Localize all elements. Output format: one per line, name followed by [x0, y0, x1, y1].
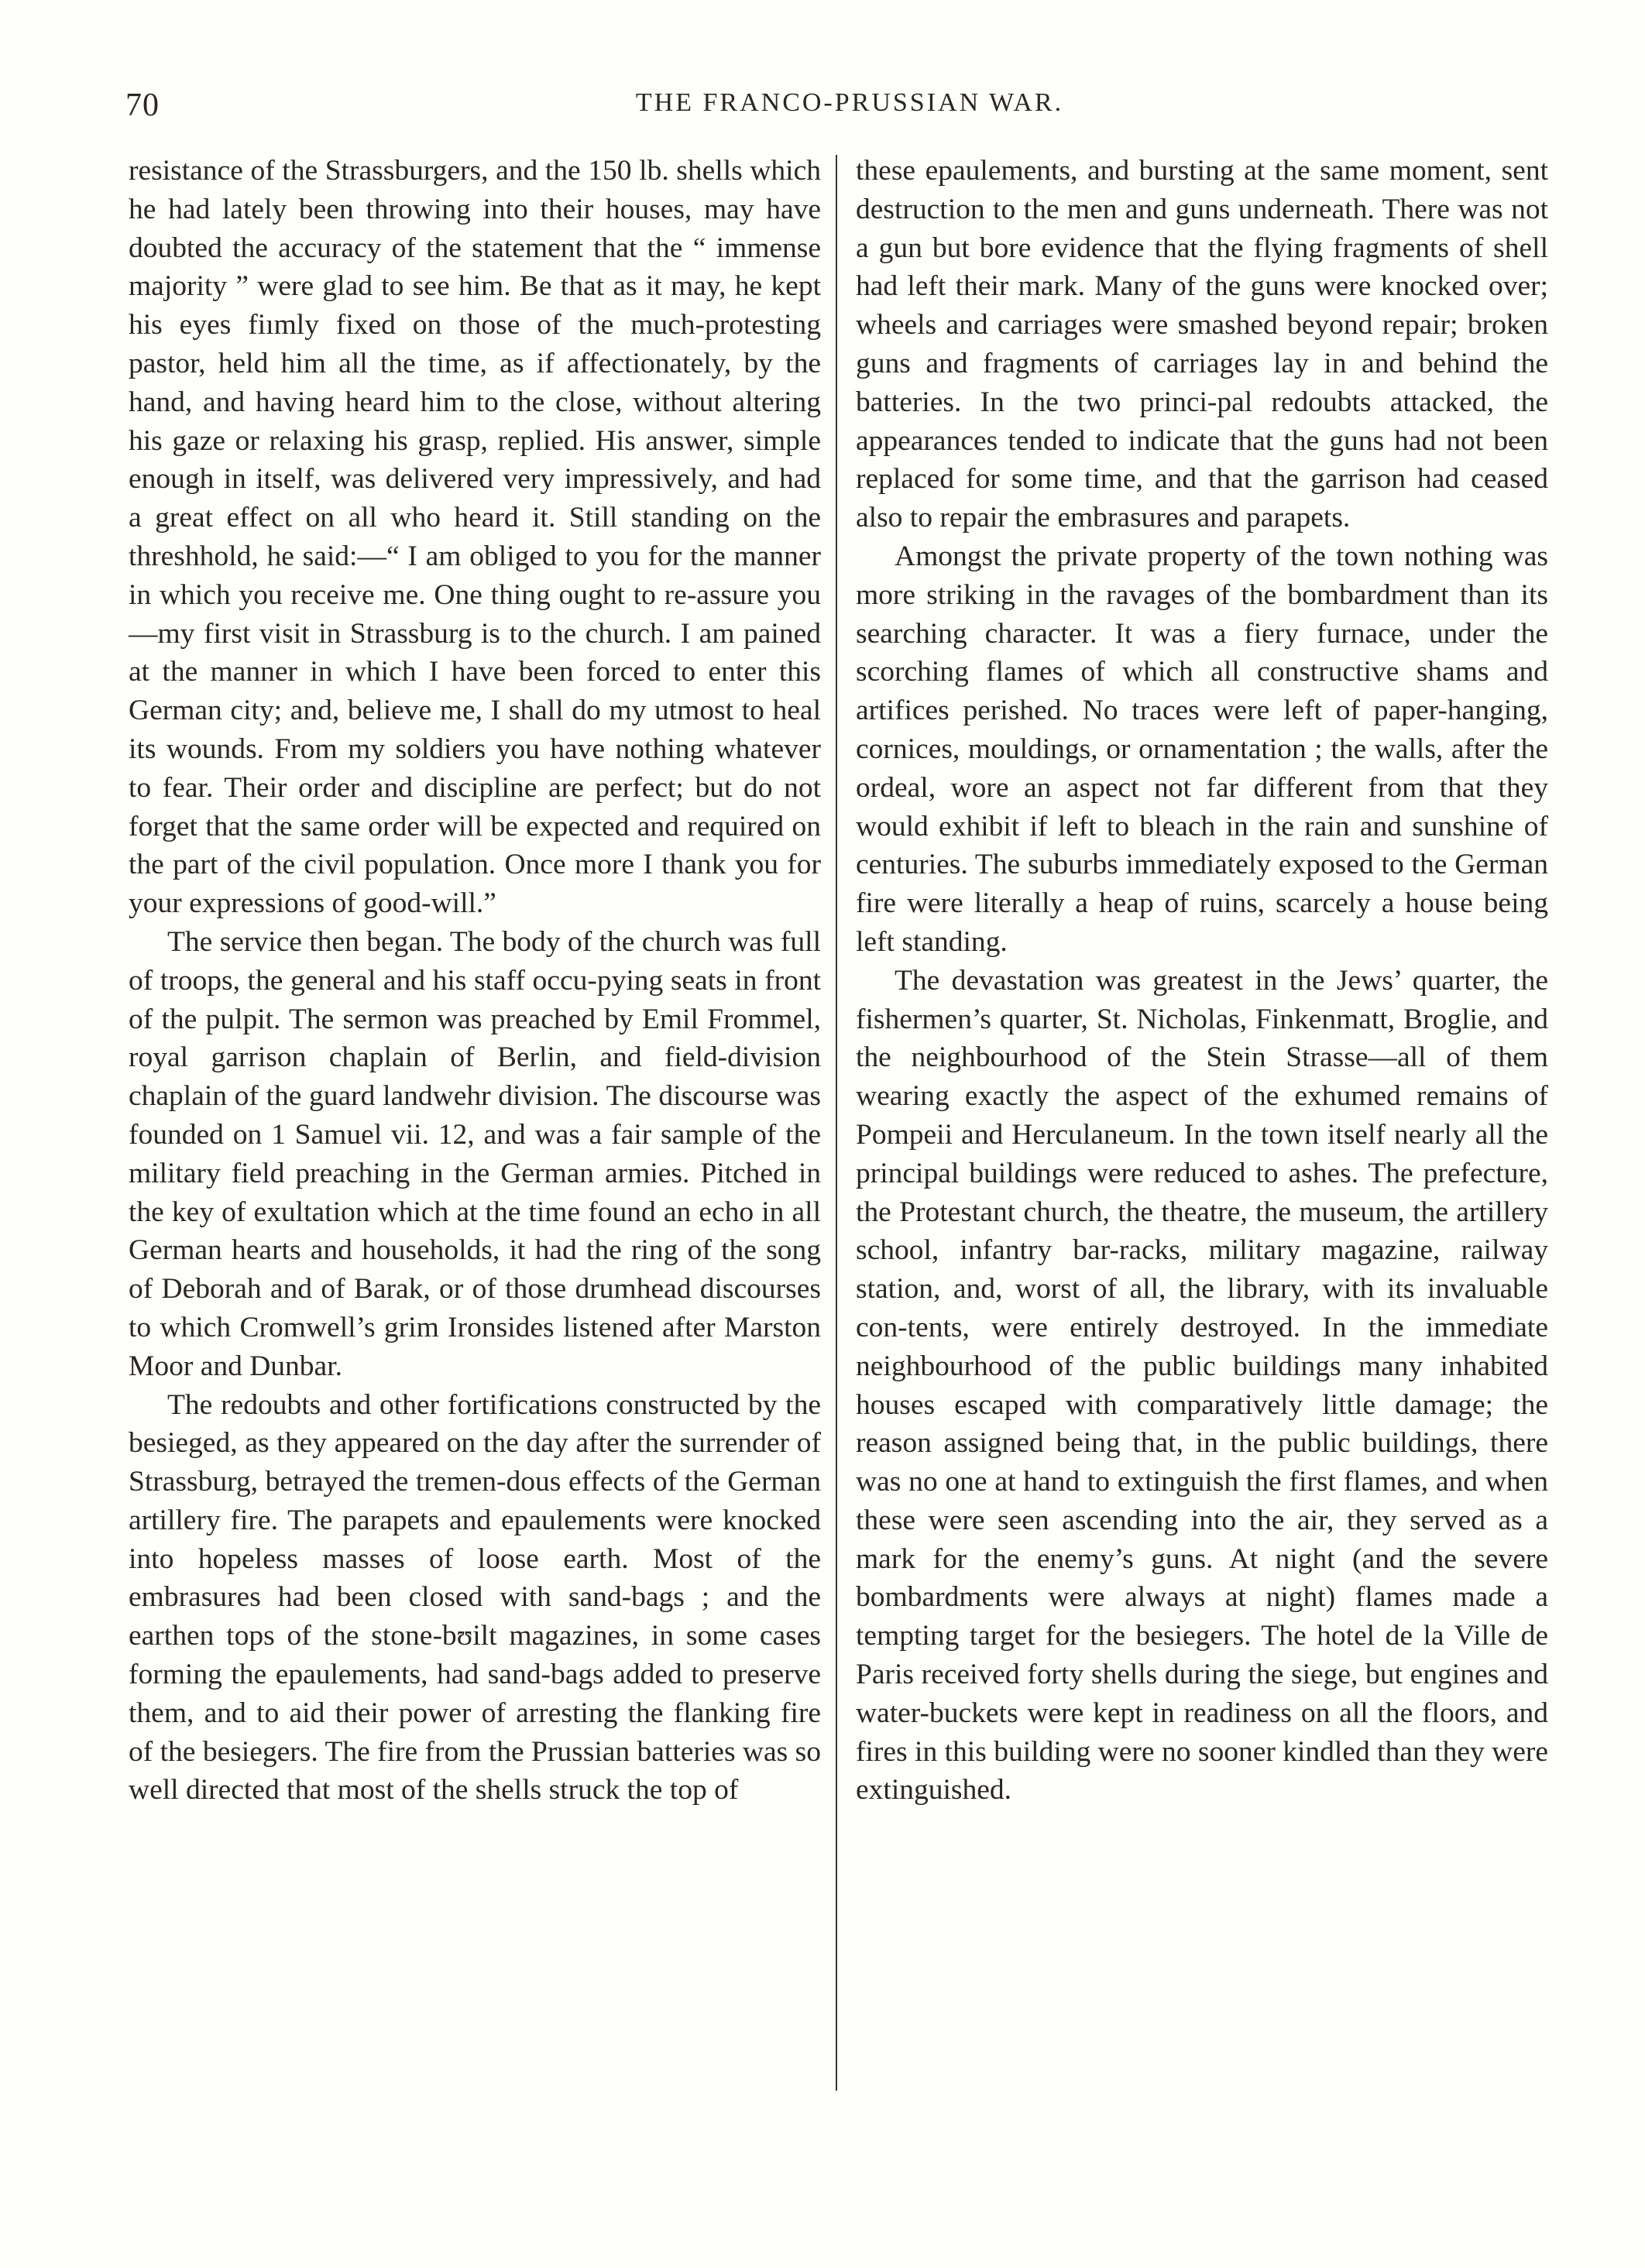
paragraph: resistance of the Strassburgers, and the 150 lb. shells which he had lately been throwing into their houses, may have doubted the accuracy of the statement that the “ immense majority ” were glad to see him. Be that as it may, he kept his eyes fiımly fixed on those of the much-protesting pastor, held him all the time, as if affectionately, by the hand, and having heard him to the close, without altering his gaze or relaxing his grasp, replied. His answer, simple enough in itself, was delivered very impressively, and had a great effect on all who heard it. Still standing on the threshhold, he said:—“ I am obliged to you for the manner in which you receive me. One thing ought to re-assure you—my first visit in Strassburg is to the church. I am pained at the manner in which I have been forced to enter this German city; and, believe me, I shall do my utmost to heal its wounds. From my soldiers you have nothing whatever to fear. Their order and discipline are perfect; but do not forget that the same order will be expected and required on the part of the civil population. Once more I thank you for your expressions of good-will.”: [129, 155, 821, 920]
paragraph: The service then began. The body of the church was full of troops, the general and his staff occu-pying seats in front of the pulpit. The sermon was preached by Emil Frommel, royal garrison chaplain of Berlin, and field-division chaplain of the guard landwehr division. The discourse was founded on 1 Samuel vii. 12, and was a fair sample of the military field preaching in the German armies. Pitched in the key of exultation which at the time found an echo in all German hearts and households, it had the ring of the song of Deborah and of Barak, or of those drumhead discourses to which Cromwell’s grim Ironsides listened after Marston Moor and Dunbar.: [129, 925, 821, 1382]
paragraph: these epaulements, and bursting at the same moment, sent destruction to the men and guns underneath. There was not a gun but bore evidence that the flying fragments of shell had left their mark. Many of the guns were knocked over; wheels and carriages were smashed beyond repair; broken guns and fragments of carriages lay in and behind the batteries. In the two princi-pal redoubts attacked, the appearances tended to indicate that the guns had not been replaced for some time, and that the garrison had ceased also to repair the embrasures and parapets.: [856, 155, 1548, 534]
paragraph: Amongst the private property of the town nothing was more striking in the ravages of the bombardment than its searching character. It was a fiery furnace, under the scorching flames of which all constructive shams and artifices perished. No traces were left of paper-hanging, cornices, mouldings, or ornamentation ; the walls, after the ordeal, wore an aspect not far different from that they would exhibit if left to bleach in the rain and sunshine of centuries. The suburbs immediately exposed to the German fire were literally a heap of ruins, scarcely a house being left standing.: [856, 540, 1548, 958]
left-column: [129, 152, 821, 1810]
paragraph: The devastation was greatest in the Jews’ quarter, the fishermen’s quarter, St. Nicholas, Finkenmatt, Broglie, and the neighbourhood of the Stein Strasse—all of them wearing exactly the aspect of the exhumed remains of Pompeii and Herculaneum. In the town itself nearly all the principal buildings were reduced to ashes. The prefecture, the Protestant church, the theatre, the museum, the artillery school, infantry bar-racks, military magazine, railway station, and, worst of all, the library, with its invaluable con-tents, were entirely destroyed. In the immediate neighbourhood of the public buildings many inhabited houses escaped with comparatively little damage; the reason assigned being that, in the public buildings, there was no one at hand to extinguish the first flames, and when these were seen ascending into the air, they served as a mark for the enemy’s guns. At night (and the severe bombardments were always at night) flames made a tempting target for the besiegers. The hotel de la Ville de Paris received forty shells during the siege, but engines and water-buckets were kept in readiness on all the floors, and fires in this building were no sooner kindled than they were extinguished.: [856, 964, 1548, 1807]
running-title: THE FRANCO-PRUSSIAN WAR.: [635, 88, 1064, 117]
column-divider: [836, 155, 837, 2091]
page-number: 70: [125, 87, 160, 123]
paragraph: The redoubts and other fortifications constructed by the besieged, as they appeared on the day after the surrender of Strassburg, betrayed the tremen-dous effects of the German artillery fire. The parapets and epaulements were knocked into hopeless masses of loose earth. Most of the embrasures had been closed with sand-bags ; and the earthen tops of the stone-bʊilt magazines, in some cases forming the epaulements, had sand-bags added to preserve them, and to aid their power of arresting the flanking fire of the besiegers. The fire from the Prussian batteries was so well directed that most of the shells struck the top of: [129, 1388, 821, 1807]
right-column: [856, 152, 1548, 1810]
